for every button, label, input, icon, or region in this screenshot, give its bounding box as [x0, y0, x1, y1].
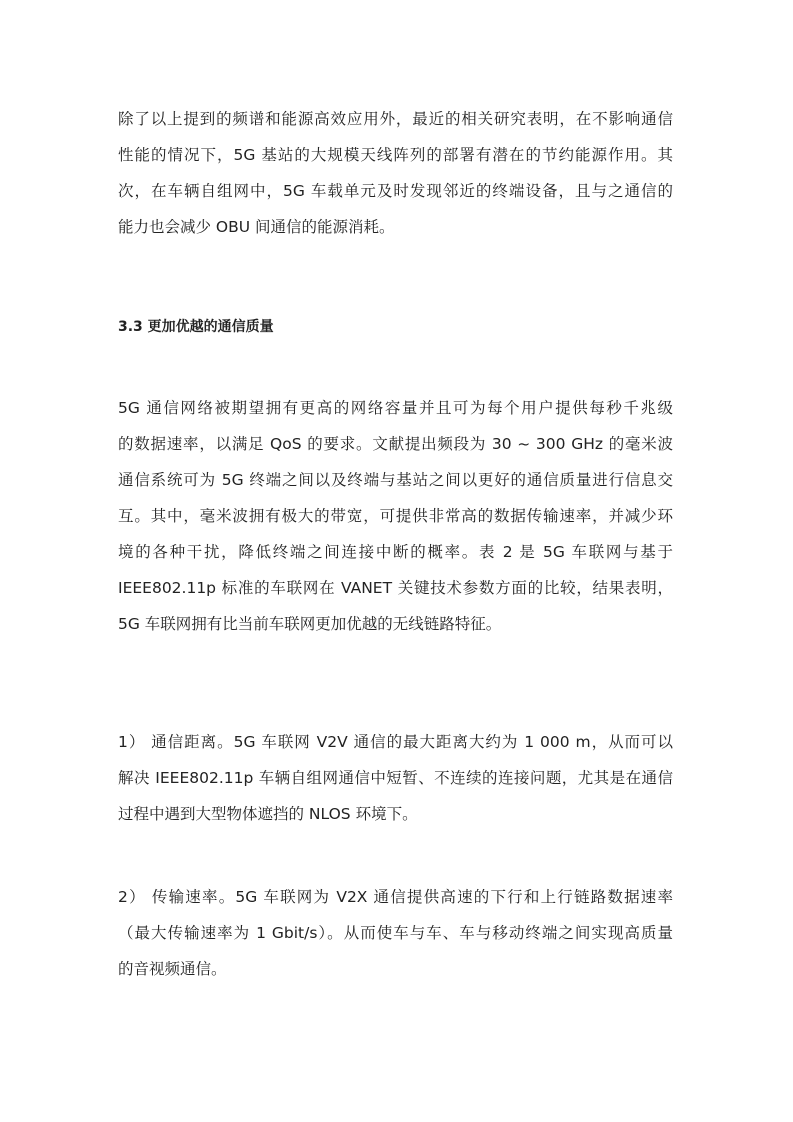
text-line: 5G 车联网拥有比当前车联网更加优越的无线链路特征。	[118, 615, 502, 633]
text-line: 过程中遇到大型物体遮挡的 NLOS 环境下。	[118, 805, 418, 823]
text-line: 的数据速率，以满足 QoS 的要求。文献提出频段为 30 ~ 300 GHz 的毫米波	[118, 435, 673, 453]
text-line: 能力也会减少 OBU 间通信的能源消耗。	[118, 218, 395, 236]
text-line: （最大传输速率为 1 Gbit/s）。从而使车与车、车与移动终端之间实现高质量	[118, 924, 673, 942]
text-line: 解决 IEEE802.11p 车辆自组网通信中短暂、不连续的连接问题，尤其是在通信	[118, 769, 673, 787]
text-line: 性能的情况下，5G 基站的大规模天线阵列的部署有潜在的节约能源作用。其	[118, 146, 673, 164]
text-line: 互。其中，毫米波拥有极大的带宽，可提供非常高的数据传输速率，并减少环	[118, 507, 673, 525]
text-line: 的音视频通信。	[118, 960, 227, 978]
text-line: 5G 通信网络被期望拥有更高的网络容量并且可为每个用户提供每秒千兆级	[118, 399, 673, 417]
text-line: 境的各种干扰，降低终端之间连接中断的概率。表 2 是 5G 车联网与基于	[118, 543, 673, 561]
text-line: 除了以上提到的频谱和能源高效应用外，最近的相关研究表明，在不影响通信	[118, 110, 673, 128]
text-line: 1） 通信距离。5G 车联网 V2V 通信的最大距离大约为 1 000 m，从而可以	[118, 733, 673, 751]
text-line: IEEE802.11p 标准的车联网在 VANET 关键技术参数方面的比较，结果表明，	[118, 579, 673, 597]
text-line: 次，在车辆自组网中，5G 车载单元及时发现邻近的终端设备，且与之通信的	[118, 182, 673, 200]
text-line: 通信系统可为 5G 终端之间以及终端与基站之间以更好的通信质量进行信息交	[118, 471, 673, 489]
section-heading: 3.3 更加优越的通信质量	[118, 319, 274, 335]
text-line: 2） 传输速率。5G 车联网为 V2X 通信提供高速的下行和上行链路数据速率	[118, 888, 673, 906]
